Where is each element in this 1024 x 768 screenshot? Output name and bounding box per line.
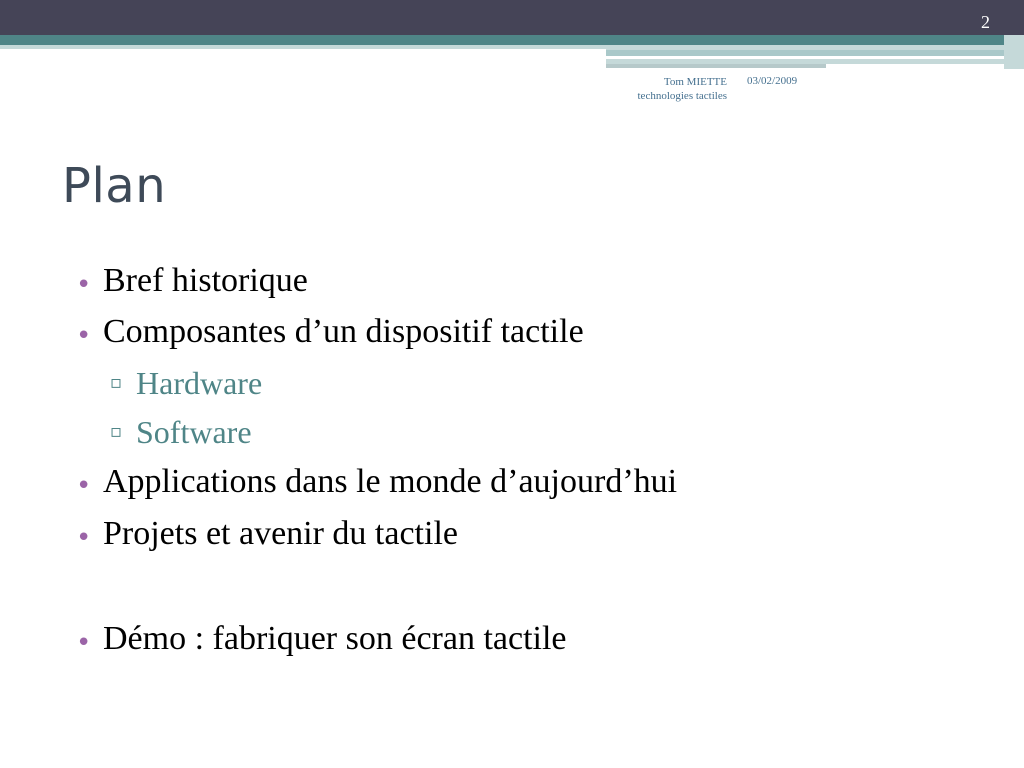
footer-author-block (580, 75, 727, 103)
bullet-text: Bref historique (103, 262, 308, 299)
slide-number: 2 (981, 12, 990, 32)
sub-bullet-marker: ▫ (110, 421, 123, 442)
slide-title: Plan (62, 158, 167, 214)
bullet-text: Démo : fabriquer son écran tactile (103, 620, 567, 657)
sub-bullet-item (110, 414, 252, 451)
bullet-text: Composantes d’un dispositif tactile (103, 313, 584, 350)
sub-bullet-text: Hardware (136, 365, 263, 401)
bullet-marker: • (76, 628, 92, 658)
footer-author: Tom MIETTE (663, 76, 727, 88)
bullet-text: Applications dans le monde d’aujourd’hui (103, 463, 678, 500)
bullet-marker: • (76, 270, 92, 300)
header-gray-rule (606, 64, 826, 68)
sub-bullet-text: Software (136, 414, 252, 450)
sub-bullet-item (110, 365, 263, 402)
bullet-item (76, 262, 308, 300)
sub-bullet-marker: ▫ (110, 372, 123, 393)
bullet-item (76, 313, 584, 351)
bullet-marker: • (76, 321, 92, 351)
footer-subject: technologies tactiles (637, 90, 727, 102)
bullet-item (76, 515, 458, 553)
header-bar (0, 0, 1024, 35)
header-accent-band (0, 35, 1024, 45)
bullet-item (76, 620, 567, 658)
bullet-marker: • (76, 471, 92, 501)
footer-date: 03/02/2009 (747, 75, 798, 87)
bullet-marker: • (76, 523, 92, 553)
header-side-tab (1004, 35, 1024, 69)
bullet-item (76, 463, 678, 501)
bullet-text: Projets et avenir du tactile (103, 515, 458, 552)
